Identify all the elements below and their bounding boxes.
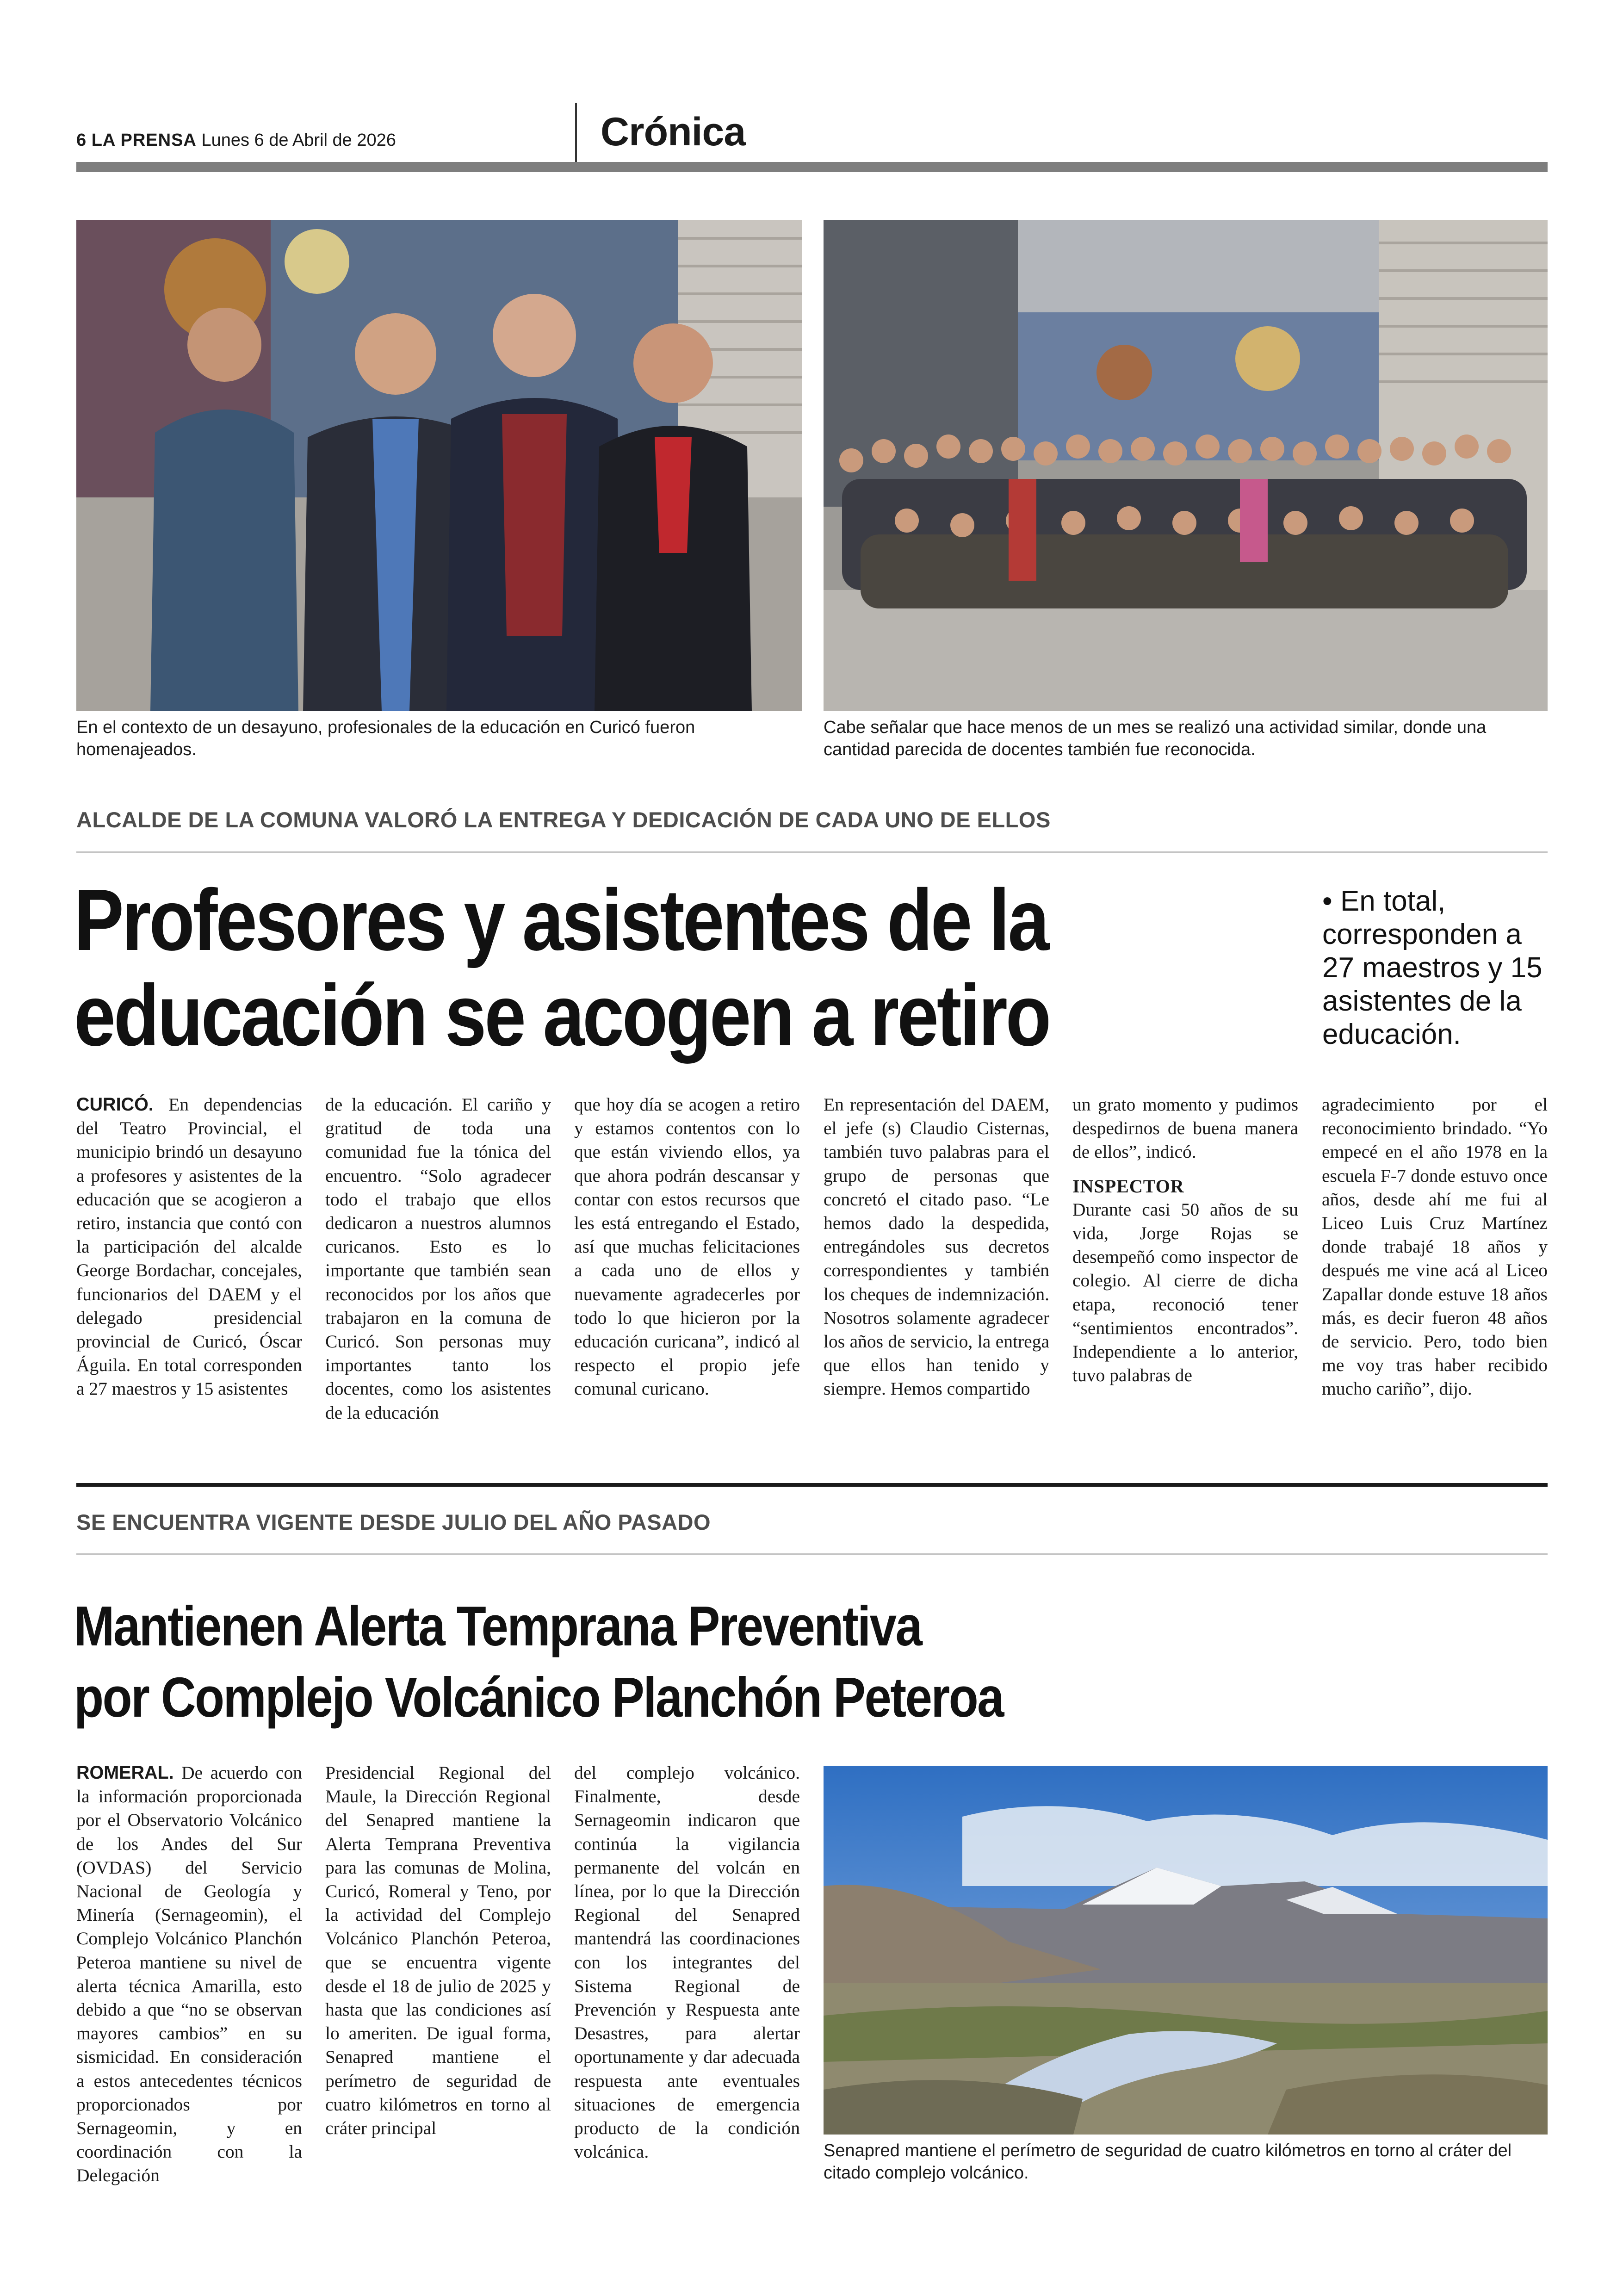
article1-headline-line1: Profesores y asistentes de la <box>74 871 1048 968</box>
article-divider <box>76 1483 1548 1487</box>
article2-column-2: Presidencial Regional del Maule, la Dirección Regional del Senapred mantiene la Alerta Temprana Preventiva para las comunas de Molina, Curicó, Romeral y Teno, por la actividad del Complejo Volcánico Planchón Peteroa, que se encuentra vigente desde el 18 de julio de 2025 y hasta que las condiciones así lo ameriten. De igual forma, Senapred mantiene el perímetro de seguridad de cuatro kilómetros en torno al cráter principal <box>325 1762 551 2139</box>
article1-col1-text: En dependencias del Teatro Provincial, el municipio brindó un desayuno a profesores y asistentes de la educación que se acogieron a retiro, instancia que contó con la participación del alcalde George Bordachar, concejales, funcionarios del DAEM y el delegado presidencial provincial de Curicó, Óscar Águila. En total corresponden a 27 maestros y 15 asistentes <box>76 1094 303 1399</box>
article1-column-6: agradecimiento por el reconocimiento brindado. “Yo empecé en el año 1978 en la escuela F-7 donde estuvo once años, desde ahí me fui al Liceo Luis Cruz Martínez donde trabajé 18 años y después me vine acá al Liceo Zapallar donde estuve 18 años más, es decir fueron 48 años de servicio. Pero, todo bien me voy tras haber recibido mucho cariño”, dijo. <box>1322 1094 1548 1399</box>
article1-kicker: ALCALDE DE LA COMUNA VALORÓ LA ENTREGA Y DEDICACIÓN DE CADA UNO DE ELLOS <box>76 807 1051 832</box>
article1-col5b-text: Durante casi 50 años de su vida, Jorge Rojas se desempeñó como inspector de colegio. Al cierre de dicha etapa, reconoció tener “sentimientos encontrados”. Independiente a lo anterior, tuvo palabras de <box>1072 1199 1298 1386</box>
photo3-caption: Senapred mantiene el perímetro de seguridad de cuatro kilómetros en torno al cráter del citado complejo volcánico. <box>824 2141 1512 2183</box>
article2-headline <box>74 1590 1003 1733</box>
publication-name: LA PRENSA <box>91 130 197 150</box>
header-bar <box>76 162 1548 172</box>
photo2-caption: Cabe señalar que hace menos de un mes se realizó una actividad similar, donde una cantidad parecida de docentes también fue reconocida. <box>824 718 1487 759</box>
article1-column-5 <box>1072 1093 1298 1387</box>
article2-kicker: SE ENCUENTRA VIGENTE DESDE JULIO DEL AÑO PASADO <box>76 1510 711 1534</box>
article1-summary <box>1322 885 1544 1051</box>
article1-subhead: INSPECTOR <box>1072 1175 1184 1197</box>
bullet-icon: • <box>1322 885 1332 917</box>
article2-headline-line2: por Complejo Volcánico Planchón Peteroa <box>74 1666 1003 1729</box>
article2-headline-line1: Mantienen Alerta Temprana Preventiva <box>74 1595 922 1657</box>
header-separator <box>575 103 577 162</box>
folio <box>76 130 396 150</box>
article2-dateline: ROMERAL. <box>76 1762 174 1783</box>
page-number: 6 <box>76 130 87 150</box>
article1-headline-line2: educación se acogen a retiro <box>74 967 1049 1064</box>
article2-col1-text: De acuerdo con la información proporcionada por el Observatorio Volcánico de los Andes del Sur (OVDAS) del Servicio Nacional de Geología y Minería (Sernageomin), el Complejo Volcánico Planchón Peteroa mantiene su nivel de alerta técnica Amarilla, esto debido a que “no se observan mayores cambios” en su sismicidad. En consideración a estos antecedentes técnicos proporcionados por Sernageomin, y en coordinación con la Delegación <box>76 1762 303 2186</box>
article1-column-1 <box>76 1093 302 1401</box>
article1-column-2: de la educación. El cariño y gratitud de toda una comunidad fue la tónica del encuentro. “Solo agradecer todo el trabajo que ellos dedicaron a nuestros alumnos curicanos. Esto es lo importante que también sean reconocidos por los años que trabajaron en la comuna de Curicó. Son personas muy importantes tanto los docentes, como los asistentes de la educación <box>325 1094 551 1423</box>
article1-col5a-text: un grato momento y pudimos despedirnos de buena manera de ellos”, indicó. <box>1072 1094 1298 1162</box>
article1-dateline: CURICÓ. <box>76 1094 154 1115</box>
article1-kicker-rule <box>76 851 1548 853</box>
photo-volcano-landscape <box>824 1766 1548 2135</box>
photo-group-portrait <box>824 220 1548 711</box>
article1-headline <box>74 872 1049 1063</box>
article2-kicker-rule <box>76 1553 1548 1555</box>
article2-column-3: del complejo volcánico. Finalmente, desde Sernageomin indicaron que continúa la vigilancia permanente del volcán en línea, por lo que la Dirección Regional del Senapred mantendrá las coordinaciones con los integrantes del Sistema Regional de Prevención y Respuesta ante Desastres, para alertar oportunamente y dar adecuada respuesta ante eventuales situaciones de emergencia producto de la condición volcánica. <box>574 1762 800 2162</box>
article1-column-4: En representación del DAEM, el jefe (s) Claudio Cisternas, también tuvo palabras para el grupo de personas que concretó el citado paso. “Le hemos dado la despedida, entregándoles sus decretos correspondientes y también los cheques de indemnización. Nosotros solamente agradecer los años de servicio, la entrega que ellos han tenido y siempre. Hemos compartido <box>824 1094 1049 1399</box>
article2-column-1 <box>76 1761 302 2188</box>
issue-date: Lunes 6 de Abril de 2026 <box>201 130 396 150</box>
article1-summary-text: En total, corresponden a 27 maestros y 15 asistentes de la educación. <box>1322 885 1542 1050</box>
photo-teachers-group <box>76 220 802 711</box>
photo1-caption: En el contexto de un desayuno, profesionales de la educación en Curicó fueron homenajeados. <box>76 718 695 759</box>
article1-column-3: que hoy día se acogen a retiro y estamos contentos con lo que están viviendo ellos, ya que ahora podrán descansar y contar con estos recursos que les está entregando el Estado, así que muchas felicitaciones a cada uno de ellos y nuevamente agradecerles por todo lo que hicieron por la educación curicana”, indicó al respecto el propio jefe comunal curicano. <box>574 1094 800 1399</box>
section-title: Crónica <box>601 110 746 154</box>
